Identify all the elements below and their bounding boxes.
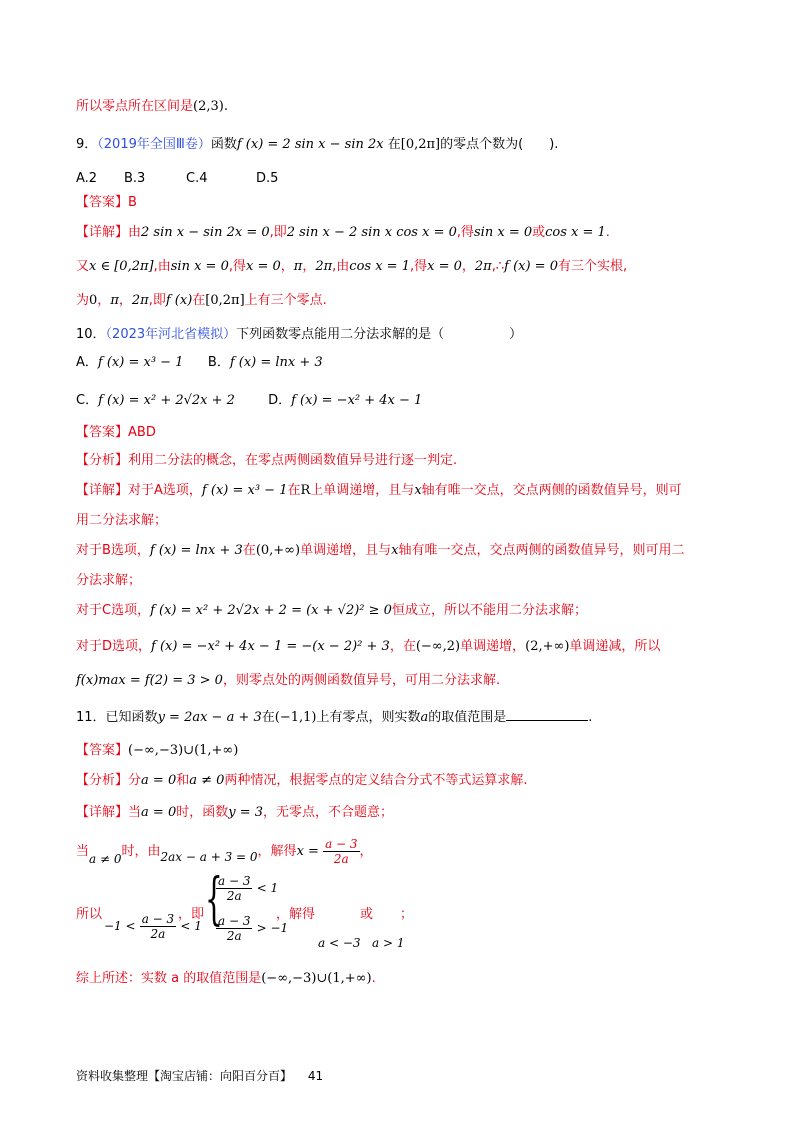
q11-detail-1 — [76, 802, 393, 824]
text: ,得 — [456, 225, 475, 240]
q10-detail-d — [76, 636, 660, 658]
text: 的取值范围是 — [428, 710, 507, 725]
text: 上有零点，则实数 — [316, 710, 421, 725]
text: 上单调递增，且与 — [310, 483, 415, 498]
math: 2 sin x − sin 2x = 0 — [141, 225, 270, 240]
question-source: （2023年河北省模拟） — [105, 327, 237, 342]
q11-stem — [76, 706, 592, 729]
q11-detail-2 — [76, 834, 373, 869]
text: 所以零点所在区间是 — [76, 99, 194, 114]
fraction — [216, 874, 252, 903]
text: 或 — [532, 225, 546, 240]
math: f (x) = 0 — [504, 259, 558, 274]
math: π — [293, 259, 303, 274]
math: (−∞,2) — [415, 639, 461, 654]
q10-detail-b — [76, 540, 684, 562]
math: a = 0 — [141, 773, 177, 788]
text: 分法求解； — [76, 573, 142, 588]
math: f (x) = −x² + 4x − 1 = −(x − 2)² + 3 — [151, 639, 390, 654]
text: ，解得 — [257, 844, 297, 859]
math: (−∞,−3)∪(1,+∞) — [261, 971, 372, 986]
fraction — [323, 837, 359, 866]
math: R — [300, 483, 311, 498]
text: 恒成立，所以不能用二分法求解； — [391, 603, 587, 618]
question-number: 9． — [76, 137, 98, 152]
label: 【分析】 — [76, 773, 129, 788]
q10-options-cd — [76, 390, 422, 412]
text: 两种情况，根据零点的定义结合分式不等式运算求解. — [224, 773, 528, 788]
q9-detail-1 — [76, 222, 610, 244]
math: a < −3 — [318, 936, 361, 950]
q10-analysis — [76, 450, 457, 472]
math: [0,2π] — [205, 293, 245, 308]
numerator: a − 3 — [141, 912, 175, 926]
text: 轴有唯一交点，交点两侧的函数值异号，则可 — [421, 483, 682, 498]
option-c: f (x) = x² + 2√2x + 2 — [98, 393, 235, 408]
text: 下列函数零点能用二分法求解的是（ ） — [236, 327, 523, 342]
math: [0,2π] — [400, 137, 441, 152]
math: x — [391, 543, 399, 558]
text: 为 — [76, 293, 90, 308]
text: ,由 — [332, 259, 350, 274]
text: ， — [280, 259, 294, 274]
q9-options — [76, 168, 278, 190]
math: π — [110, 293, 119, 308]
q10-detail-d-cont — [76, 670, 500, 692]
math: 2 sin x − 2 sin x cos x = 0 — [286, 225, 457, 240]
math: f (x) = 2 sin x − sin 2x — [236, 137, 384, 152]
math: > −1 — [256, 921, 289, 935]
text: 和 — [176, 773, 190, 788]
text: 在 — [242, 543, 256, 558]
answer-value: ABD — [128, 425, 156, 440]
text: ,即 — [148, 293, 166, 308]
math: x — [414, 483, 422, 498]
q11-summary — [76, 968, 376, 990]
denominator: 2a — [226, 929, 242, 943]
math: < 1 — [180, 919, 202, 933]
answer-blank — [506, 706, 588, 721]
option-label: D． — [268, 393, 292, 408]
q11-detail-3-label — [76, 904, 102, 926]
math: x = 0 — [427, 259, 462, 274]
text: 单调递减，所以 — [569, 639, 661, 654]
text: . — [605, 225, 610, 240]
page-number: 41 — [307, 1069, 324, 1083]
label: 【分析】 — [76, 453, 129, 468]
text: 已知函数 — [105, 710, 158, 725]
math: f (x) — [165, 293, 193, 308]
text: ，在 — [389, 639, 416, 654]
text: 上有三个零点. — [244, 293, 327, 308]
math: a ≠ 0 — [189, 773, 225, 788]
q10-options-ab — [76, 352, 323, 374]
text: 单调递增， — [460, 639, 526, 654]
page-footer — [76, 1067, 323, 1084]
text: 综上所述：实数 a 的取值范围是 — [76, 971, 262, 986]
text: ，即 — [178, 907, 205, 922]
numerator: a − 3 — [218, 914, 251, 928]
math: (2,+∞) — [525, 639, 570, 654]
text: 在 — [387, 137, 401, 152]
denominator: 2a — [226, 889, 242, 903]
text: ， — [97, 293, 111, 308]
q11-detail-3-solve — [276, 904, 315, 926]
numerator: a − 3 — [325, 837, 358, 851]
math: x = 0 — [245, 259, 281, 274]
text: 有三个实根, — [557, 259, 628, 274]
text: 当 — [128, 805, 142, 820]
label: 【答案】 — [76, 425, 129, 440]
option-d: D.5 — [256, 171, 279, 186]
text: 或 — [360, 907, 374, 922]
text: 用二分法求解； — [76, 513, 168, 528]
text: 轴有唯一交点，交点两侧的函数值异号，则可用二 — [398, 543, 685, 558]
math: a ≠ 0 — [89, 852, 122, 866]
text: ； — [400, 907, 414, 922]
text: 函数 — [210, 137, 237, 152]
text: 的零点个数为( ). — [440, 137, 559, 152]
text: 利用二分法的概念，在零点两侧函数值异号进行逐一判定. — [128, 453, 458, 468]
q9-detail-3 — [76, 290, 327, 312]
math: (0,+∞) — [255, 543, 301, 558]
question-source: （2019年全国Ⅲ卷） — [97, 137, 211, 152]
math: a = 0 — [141, 805, 177, 820]
q10-detail-b-cont — [76, 570, 141, 592]
q11-detail-3-ie — [178, 904, 204, 926]
option-label: A． — [76, 355, 98, 370]
text: 时，函数 — [176, 805, 229, 820]
math: f (x) = x³ − 1 — [201, 483, 288, 498]
fraction — [140, 912, 176, 941]
option-b: f (x) = lnx + 3 — [229, 355, 323, 370]
text: 在 — [192, 293, 206, 308]
text: 对于B选项， — [76, 543, 150, 558]
footer-text: 资料收集整理【淘宝店铺：向阳百分百】 — [76, 1069, 293, 1083]
question-number: 10． — [76, 327, 106, 342]
q11-analysis — [76, 770, 528, 792]
text: 分 — [128, 773, 142, 788]
text: 对于D选项， — [76, 639, 152, 654]
text: 由 — [128, 225, 142, 240]
q9-stem — [76, 134, 558, 156]
math: a — [420, 710, 429, 725]
q10-stem — [76, 324, 522, 346]
math: 2π — [315, 259, 333, 274]
math: cos x = 1 — [545, 225, 606, 240]
option-d: f (x) = −x² + 4x − 1 — [291, 393, 423, 408]
math: < 1 — [256, 881, 279, 895]
option-b: B.3 — [124, 171, 146, 186]
q10-detail-a-cont — [76, 510, 167, 532]
system-row-1 — [216, 874, 278, 903]
text: ， — [118, 293, 132, 308]
text: ， — [359, 844, 373, 859]
math: cos x = 1 — [349, 259, 410, 274]
text: 对于C选项， — [76, 603, 151, 618]
text: 在 — [287, 483, 301, 498]
math: f (x) = lnx + 3 — [149, 543, 243, 558]
text: ,得 — [409, 259, 428, 274]
denominator: 2a — [333, 852, 349, 866]
math: sin x = 0 — [170, 259, 229, 274]
text: 时，由 — [121, 844, 161, 859]
text: ,得 — [228, 259, 246, 274]
text: ， — [302, 259, 316, 274]
answer-value: (−∞,−3)∪(1,+∞) — [128, 743, 239, 758]
math: f(x)max = f(2) = 3 > 0 — [76, 673, 223, 688]
math: 0 — [89, 293, 98, 308]
text: 当 — [76, 844, 90, 859]
denominator: 2a — [150, 927, 166, 941]
q9-detail-2 — [76, 256, 627, 278]
text: . — [223, 99, 228, 114]
math: sin x = 0 — [474, 225, 533, 240]
q10-detail-c — [76, 600, 587, 622]
math: 2π — [131, 293, 149, 308]
text: ,由 — [153, 259, 171, 274]
text: 对于A选项， — [128, 483, 202, 498]
q10-answer — [76, 422, 156, 444]
text: ，解得 — [276, 907, 316, 922]
option-a: f (x) = x³ − 1 — [97, 355, 184, 370]
text: . — [588, 710, 593, 725]
label: 【详解】 — [76, 805, 129, 820]
text: 又 — [76, 259, 90, 274]
option-label: B． — [207, 355, 230, 370]
fraction — [216, 914, 252, 943]
q11-detail-3-end — [400, 904, 413, 926]
question-number: 11． — [76, 710, 106, 725]
math: 2ax − a + 3 = 0 — [160, 850, 258, 864]
solution-values — [318, 936, 404, 951]
q10-detail-a — [76, 480, 682, 502]
text: 单调递增，且与 — [300, 543, 392, 558]
q11-answer — [76, 740, 238, 762]
math: y = 2ax − a + 3 — [157, 710, 262, 725]
option-label: C． — [76, 393, 99, 408]
text: ,∴ — [491, 259, 505, 274]
math: (−1,1) — [274, 710, 317, 725]
text: 所以 — [76, 907, 103, 922]
text: ，则零点处的两侧函数值异号，可用二分法求解. — [222, 673, 501, 688]
option-c: C.4 — [186, 171, 208, 186]
math: (2,3) — [193, 99, 224, 114]
math: −1 < — [104, 919, 136, 933]
text: ， — [461, 259, 475, 274]
math: x ∈ [0,2π] — [89, 259, 154, 274]
label: 【详解】 — [76, 225, 129, 240]
label: 【答案】 — [76, 743, 129, 758]
numerator: a − 3 — [218, 874, 251, 888]
math: f (x) = x² + 2√2x + 2 = (x + √2)² ≥ 0 — [150, 603, 392, 618]
math: a > 1 — [372, 936, 405, 950]
text: 在 — [261, 710, 275, 725]
label: 【详解】 — [76, 483, 129, 498]
label: 【答案】 — [76, 195, 129, 210]
left-brace: { — [205, 867, 223, 932]
q9-answer — [76, 192, 137, 214]
text: . — [371, 971, 376, 986]
math: 2π — [474, 259, 492, 274]
math: x = — [296, 844, 319, 859]
q11-detail-3-or — [360, 904, 373, 926]
text: ,即 — [269, 225, 287, 240]
answer-value: B — [128, 195, 137, 210]
previous-conclusion — [76, 96, 228, 118]
math: y = 3 — [228, 805, 264, 820]
text: ，无零点，不合题意； — [263, 805, 394, 820]
option-a: A.2 — [76, 171, 98, 186]
